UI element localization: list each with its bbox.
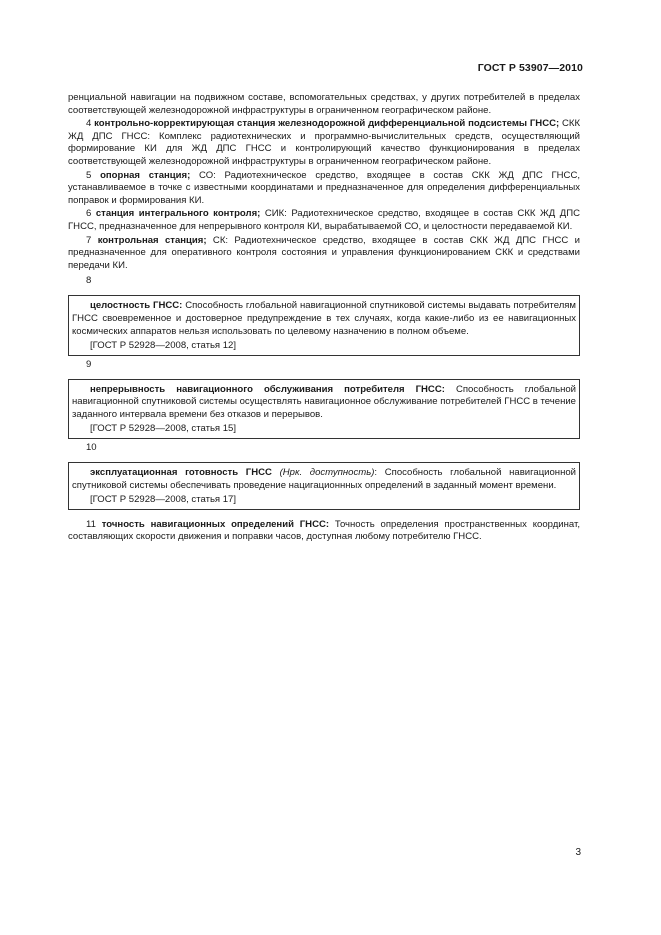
term-deprecated-synonym: (Нрк. доступность) bbox=[271, 467, 375, 479]
term-entry-6 bbox=[68, 208, 580, 233]
source-reference: [ГОСТ Р 52928—2008, статья 17] bbox=[90, 494, 237, 506]
term-definition: СКК ЖД ДПС ГНСС: Комплекс радиотехнических и программно-вычислительных средств, осуществляющий формирование КИ для ЖД ДПС ГНСС и контролирующий качество функционирования в пределах соответствующей железнодорожной инфраструктуры в ограниченном географическом районе. bbox=[68, 118, 581, 167]
term-entry-11 bbox=[68, 519, 580, 544]
term-name: опорная станция; bbox=[100, 169, 191, 181]
entry-number: 7 bbox=[86, 234, 92, 246]
term-definition: Способность глобальной навигационной спутниковой системы осуществлять навигационное обслуживание потребителей ГНСС в течение заданного интервала времени без отказов и перерывов. bbox=[72, 383, 576, 420]
term-entry bbox=[72, 384, 576, 422]
boxed-term-10 bbox=[68, 462, 580, 510]
term-definition: Способность глобальной навигационной спутниковой системы обеспечивать проведение нацигационнных определений в заданный момент времени. bbox=[72, 467, 576, 491]
document-header: ГОСТ Р 53907—2010 bbox=[477, 62, 583, 74]
term-name: контрольно-корректирующая станция железнодорожной дифференциальной подсистемы ГНСС; bbox=[94, 118, 560, 130]
term-entry bbox=[72, 467, 576, 492]
term-definition: СИК: Радиотехническое средство, входящее в состав СКК ЖД ДПС ГНСС, предназначенное для непрерывного контроля КИ, вырабатываемой СО, и целостности передаваемой КИ. bbox=[68, 208, 580, 232]
source-reference: [ГОСТ Р 52928—2008, статья 12] bbox=[90, 340, 237, 352]
term-name: точность навигационных определений ГНСС: bbox=[101, 518, 330, 530]
term-definition: СК: Радиотехническое средство, входящее в состав СКК ЖД ДПС ГНСС и предназначенное для оперативного контроля состояния и управления функционированием СКК и средствами передачи КИ. bbox=[68, 234, 580, 271]
term-definition: Точность определения пространственных координат, составляющих скорости движения и поправки часов, доступная любому потребителю ГНСС. bbox=[68, 518, 580, 543]
entry-number: 11 bbox=[86, 518, 96, 530]
term-entry-4 bbox=[68, 118, 580, 168]
entry-number: 5 bbox=[86, 169, 92, 181]
term-definition: СО: Радиотехническое средство, входящее в состав СКК ЖД ДПС ГНСС, устанавливаемое в точке с известными координатами и предназначенное для определения дифференциальных поправок и формирования КИ. bbox=[68, 169, 580, 206]
term-colon: : bbox=[374, 467, 378, 479]
term-name: целостность ГНСС: bbox=[90, 300, 183, 312]
term-name: непрерывность навигационного обслуживания потребителя ГНСС: bbox=[90, 383, 445, 395]
entry-number-10: 10 bbox=[86, 442, 97, 454]
term-definition: Способность глобальной навигационной спутниковой системы выдавать потребителям ГНСС своевременное и достоверное предупреждение в тех случаях, когда какие-либо из ее навигационных космических аппаратов нельзя использовать по целевому назначению в полном объеме. bbox=[72, 300, 576, 337]
source-reference: [ГОСТ Р 52928—2008, статья 15] bbox=[90, 423, 237, 435]
boxed-term-9 bbox=[68, 379, 580, 439]
page-number: 3 bbox=[575, 847, 581, 858]
intro-paragraph: ренциальной навигации на подвижном составе, вспомогательных средствах, у других потребителей в пределах соответствующей железнодорожной инфраструктуры в ограниченном географическом районе. bbox=[68, 92, 580, 116]
term-name: станция интегрального контроля; bbox=[95, 208, 261, 220]
document-body bbox=[68, 92, 580, 544]
term-name: эксплуатационная готовность ГНСС bbox=[90, 467, 272, 479]
term-name: контрольная станция; bbox=[97, 234, 207, 246]
term-entry-7 bbox=[68, 235, 580, 273]
entry-number: 4 bbox=[86, 118, 92, 130]
term-entry-5 bbox=[68, 170, 580, 208]
entry-number-8: 8 bbox=[86, 275, 92, 287]
boxed-term-8 bbox=[68, 295, 580, 355]
entry-number: 6 bbox=[86, 208, 92, 220]
entry-number-9: 9 bbox=[86, 358, 92, 370]
term-entry bbox=[72, 300, 576, 338]
